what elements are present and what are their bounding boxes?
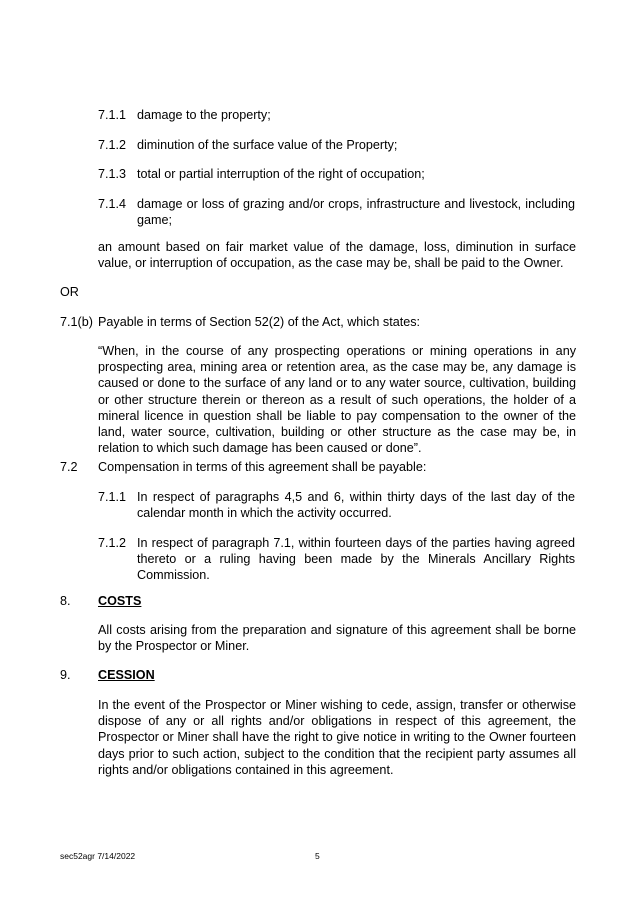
item-number: 7.1.2 bbox=[98, 138, 127, 152]
item-number: 7.1.4 bbox=[98, 197, 127, 211]
amount-paragraph: an amount based on fair market value of the damage, loss, diminution in surface value, or interruption of occupation, as the case may be, shall be paid to the Owner. bbox=[98, 240, 576, 271]
item-text: diminution of the surface value of the Property; bbox=[137, 138, 398, 152]
section-8-text: All costs arising from the preparation and signature of this agreement shall be borne by the Prospector or Miner. bbox=[98, 623, 576, 654]
section-9-heading: CESSION bbox=[98, 668, 155, 682]
section-52-quote: “When, in the course of any prospecting operations or mining operations in any prospecting area, mining area or retention area, as the case may be, any damage is caused or done to the surface of any land or to any water source, cultivation, building or other structure therein or thereon as a result of such operations, the holder of a mineral licence in question shall be liable to pay compensation to the owner of the land, water source, cultivation, building or other structure as the case may be, in relation to which such damage has been caused or done”. bbox=[98, 344, 576, 456]
item-text: total or partial interruption of the right of occupation; bbox=[137, 167, 425, 181]
section-8-number: 8. bbox=[60, 594, 71, 608]
footer-doc-ref: sec52agr 7/14/2022 bbox=[60, 851, 136, 861]
section-7-2-number: 7.2 bbox=[60, 460, 78, 474]
item-text: damage or loss of grazing and/or crops, infrastructure and livestock, including game; bbox=[137, 197, 575, 228]
item-text: In respect of paragraph 7.1, within fourteen days of the parties having agreed thereto or a ruling having been made by the Minerals Ancillary Rights Commission. bbox=[137, 536, 575, 583]
item-text: In respect of paragraphs 4,5 and 6, within thirty days of the last day of the calendar month in which the activity occurred. bbox=[137, 490, 575, 521]
section-7-1b-number: 7.1(b) bbox=[60, 315, 93, 329]
item-number: 7.1.2 bbox=[98, 536, 127, 550]
or-separator: OR bbox=[60, 285, 79, 299]
section-8-heading: COSTS bbox=[98, 594, 142, 608]
footer-page-number: 5 bbox=[315, 851, 320, 861]
item-number: 7.1.1 bbox=[98, 108, 127, 122]
section-9-text: In the event of the Prospector or Miner wishing to cede, assign, transfer or otherwise dispose of any or all rights and/or obligations in respect of this agreement, the Prospector or Miner shall have the right to give notice in writing to the Owner fourteen days prior to such action, subject to the condition that the recipient party assumes all rights and/or obligations contained in this agreement. bbox=[98, 698, 576, 777]
item-number: 7.1.1 bbox=[98, 490, 127, 504]
item-number: 7.1.3 bbox=[98, 167, 127, 181]
item-text: damage to the property; bbox=[137, 108, 271, 122]
section-7-2-text: Compensation in terms of this agreement shall be payable: bbox=[98, 460, 427, 474]
section-9-number: 9. bbox=[60, 668, 71, 682]
section-7-1b-text: Payable in terms of Section 52(2) of the Act, which states: bbox=[98, 315, 421, 329]
